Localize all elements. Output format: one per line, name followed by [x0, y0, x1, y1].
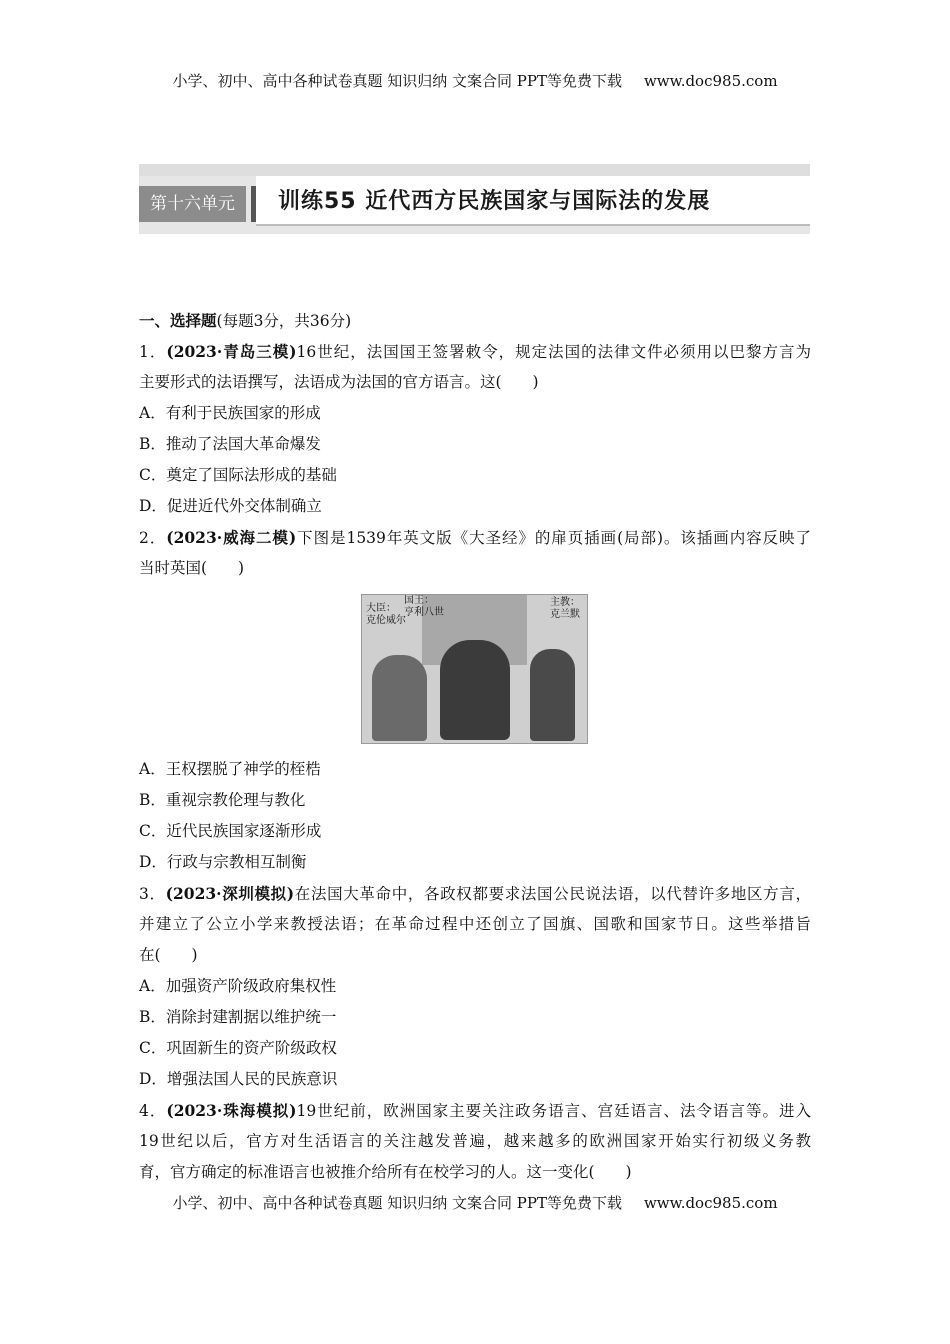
figure-king	[440, 640, 510, 740]
question-2-option-d[interactable]: D．行政与宗教相互制衡	[139, 853, 307, 871]
question-2-line-1: 2．(2023·威海二模)下图是1539年英文版《大圣经》的扉页插画(局部)。该插画内容反映了	[139, 528, 811, 547]
unit-label: 第十六单元	[139, 186, 246, 222]
question-3-option-a[interactable]: A．加强资产阶级政府集权性	[139, 977, 337, 995]
label-king: 国王： 亨利八世	[404, 595, 444, 618]
footer-text: 小学、初中、高中各种试卷真题 知识归纳 文案合同 PPT等免费下载	[172, 1194, 622, 1212]
figure-bishop	[530, 649, 575, 741]
question-3-option-d[interactable]: D．增强法国人民的民族意识	[139, 1070, 338, 1088]
page-footer	[0, 1192, 950, 1213]
question-1-option-d[interactable]: D．促进近代外交体制确立	[139, 497, 322, 515]
question-3-option-b[interactable]: B．消除封建割据以维护统一	[139, 1008, 337, 1026]
label-bishop: 主教： 克兰默	[550, 597, 580, 620]
question-2-option-c[interactable]: C．近代民族国家逐渐形成	[139, 822, 322, 840]
question-3-line-3: 在( )	[139, 946, 198, 964]
question-4-line-2: 19世纪以后，官方对生活语言的关注越发普遍，越来越多的欧洲国家开始实行初级义务教	[139, 1132, 811, 1150]
header-text: 小学、初中、高中各种试卷真题 知识归纳 文案合同 PPT等免费下载	[172, 72, 622, 90]
question-3-line-1: 3．(2023·深圳模拟)在法国大革命中，各政权都要求法国公民说法语，以代替许多地区方言，	[139, 884, 811, 903]
page-header	[0, 70, 950, 91]
unit-banner	[139, 164, 810, 234]
figure-minister	[372, 655, 427, 741]
question-2-option-a[interactable]: A．王权摆脱了神学的桎梏	[139, 760, 321, 778]
question-1-option-c[interactable]: C．奠定了国际法形成的基础	[139, 466, 337, 484]
question-2-option-b[interactable]: B．重视宗教伦理与教化	[139, 791, 306, 809]
section-heading: 一、选择题(每题3分，共36分)	[139, 311, 352, 330]
banner-strip	[139, 164, 810, 176]
footer-site[interactable]: www.doc985.com	[643, 1194, 778, 1212]
question-content	[139, 305, 811, 1188]
label-minister: 大臣： 克伦威尔	[366, 603, 406, 626]
question-1-option-a[interactable]: A．有利于民族国家的形成	[139, 404, 321, 422]
banner-title-box	[256, 176, 810, 224]
page-title: 训练55 近代西方民族国家与国际法的发展	[278, 189, 711, 214]
question-1-line-2: 主要形式的法语撰写，法语成为法国的官方语言。这( )	[139, 373, 539, 391]
question-3-line-2: 并建立了公立小学来教授法语；在革命过程中还创立了国旗、国歌和国家节日。这些举措旨	[139, 915, 811, 933]
question-4-line-3: 育，官方确定的标准语言也被推介给所有在校学习的人。这一变化( )	[139, 1163, 632, 1181]
question-1-line-1: 1．(2023·青岛三模)16世纪，法国国王签署敕令，规定法国的法律文件必须用以巴黎方言为	[139, 342, 811, 361]
bible-illustration	[361, 594, 588, 744]
question-2-line-2: 当时英国( )	[139, 559, 245, 577]
question-1-option-b[interactable]: B．推动了法国大革命爆发	[139, 435, 321, 453]
header-site[interactable]: www.doc985.com	[643, 72, 778, 90]
question-3-option-c[interactable]: C．巩固新生的资产阶级政权	[139, 1039, 337, 1057]
question-4-line-1: 4．(2023·珠海模拟)19世纪前，欧洲国家主要关注政务语言、宫廷语言、法令语言等。进入	[139, 1101, 811, 1120]
